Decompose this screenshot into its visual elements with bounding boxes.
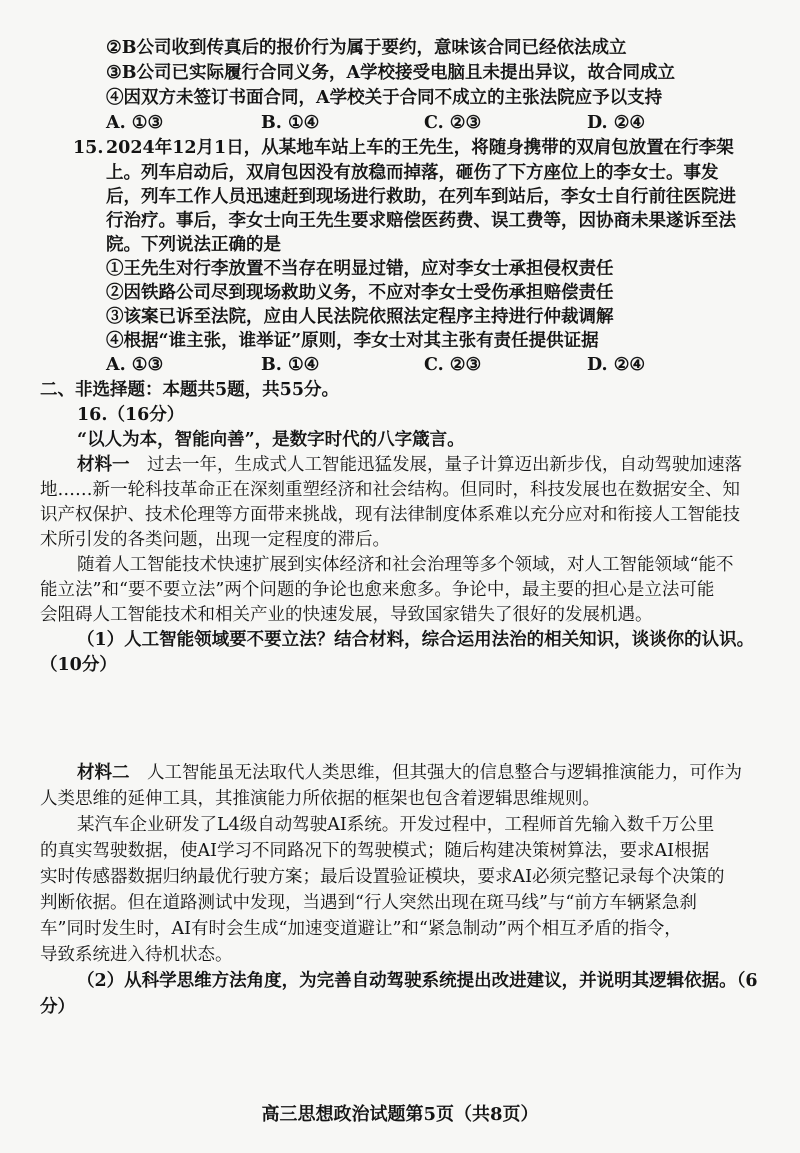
subquestion-1-score: （10分） [40,655,117,675]
material2-para-line: 实时传感器数据归纳最优行驶方案；最后设置验证模块，要求AI必须完整记录每个决策的 [40,867,725,887]
material1-line: 识产权保护、技术伦理等方面带来挑战，现有法律制度体系难以充分应对和衔接人工智能技 [40,505,740,525]
q14-option-c: C. ②③ [424,113,482,133]
material2-text: 人工智能虽无法取代人类思维，但其强大的信息整合与逻辑推演能力，可作为 [147,763,742,783]
material1-line: 地……新一轮科技革命正在深刻重塑经济和社会结构。但同时，科技发展也在数据安全、知 [40,480,740,500]
material2-line: 人类思维的延伸工具，其推演能力所依据的框架也包含着逻辑思维规则。 [40,789,600,809]
q15-option-a: A. ①③ [106,355,164,375]
material2-para-line: 的真实驾驶数据，使AI学习不同路况下的驾驶模式；随后构建决策树算法，要求AI根据 [40,841,710,861]
q16-intro: “以人为本，智能向善”，是数字时代的八字箴言。 [77,430,465,450]
q14-option-a: A. ①③ [106,113,164,133]
q15-stem-line: 院。下列说法正确的是 [106,235,281,255]
subquestion-2-score: 分） [40,997,75,1017]
material1-line: 术所引发的各类问题，出现一定程度的滞后。 [40,530,390,550]
q15-stem-line: 行治疗。事后，李女士向王先生要求赔偿医药费、误工费等，因协商未果遂诉至法 [106,211,736,231]
q15-option-c: C. ②③ [424,355,482,375]
material2-para-line: 导致系统进入待机状态。 [40,945,233,965]
q14-item-3: ③B公司已实际履行合同义务，A学校接受电脑且未提出异议，故合同成立 [106,63,676,83]
q14-option-d: D. ②④ [587,113,646,133]
q14-options [0,110,800,136]
material1-para2-line: 会阻碍人工智能技术和相关产业的快速发展，导致国家错失了很好的发展机遇。 [40,605,653,625]
q14-option-b: B. ①④ [261,113,320,133]
q15-stem-line: 2024年12月1日，从某地车站上车的王先生，将随身携带的双肩包放置在行李架 [106,138,734,158]
page-footer: 高三思想政治试题第5页（共8页） [261,1104,539,1125]
subquestion-2: （2）从科学思维方法角度，为完善自动驾驶系统提出改进建议，并说明其逻辑依据。（6 [77,971,758,991]
q15-options [0,352,800,378]
section-heading: 二、非选择题：本题共5题，共55分。 [40,380,340,400]
q14-item-2: ②B公司收到传真后的报价行为属于要约，意味该合同已经依法成立 [106,38,627,58]
material1-text: 过去一年，生成式人工智能迅猛发展，量子计算迈出新步伐，自动驾驶加速落 [147,455,742,475]
q15-number: 15. [73,138,104,158]
q15-item-3: ③该案已诉至法院，应由人民法院依照法定程序主持进行仲裁调解 [106,307,614,327]
q15-option-b: B. ①④ [261,355,320,375]
material2-first-line [77,760,742,786]
q15-item-1: ①王先生对行李放置不当存在明显过错，应对李女士承担侵权责任 [106,259,614,279]
subquestion-1: （1）人工智能领域要不要立法？结合材料，综合运用法治的相关知识，谈谈你的认识。 [77,630,755,650]
q15-option-d: D. ②④ [587,355,646,375]
material2-para-line: 车”同时发生时，AI有时会生成“加速变道避让”和“紧急制动”两个相互矛盾的指令， [40,919,682,939]
material1-para2-line: 随着人工智能技术快速扩展到实体经济和社会治理等多个领域，对人工智能领域“能不 [77,555,734,575]
q15-item-4: ④根据“谁主张，谁举证”原则，李女士对其主张有责任提供证据 [106,331,599,351]
material2-para-line: 判断依据。但在道路测试中发现，当遇到“行人突然出现在斑马线”与“前方车辆紧急刹 [40,893,697,913]
q16-header: 16.（16分） [77,405,185,425]
q15-item-2: ②因铁路公司尽到现场救助义务，不应对李女士受伤承担赔偿责任 [106,283,614,303]
material1-para2-line: 能立法”和“要不要立法”两个问题的争论也愈来愈多。争论中，最主要的担心是立法可能 [40,580,715,600]
q15-stem-line: 上。列车启动后，双肩包因没有放稳而掉落，砸伤了下方座位上的李女士。事发 [106,163,719,183]
material2-para-line: 某汽车企业研发了L4级自动驾驶AI系统。开发过程中，工程师首先输入数千万公里 [77,815,715,835]
material1-first-line [77,452,742,478]
q14-item-4: ④因双方未签订书面合同，A学校关于合同不成立的主张法院应予以支持 [106,88,663,108]
material1-label: 材料一 [77,455,130,475]
q15-stem-line: 后，列车工作人员迅速赶到现场进行救助，在列车到站后，李女士自行前往医院进 [106,187,736,207]
material2-label: 材料二 [77,763,130,783]
